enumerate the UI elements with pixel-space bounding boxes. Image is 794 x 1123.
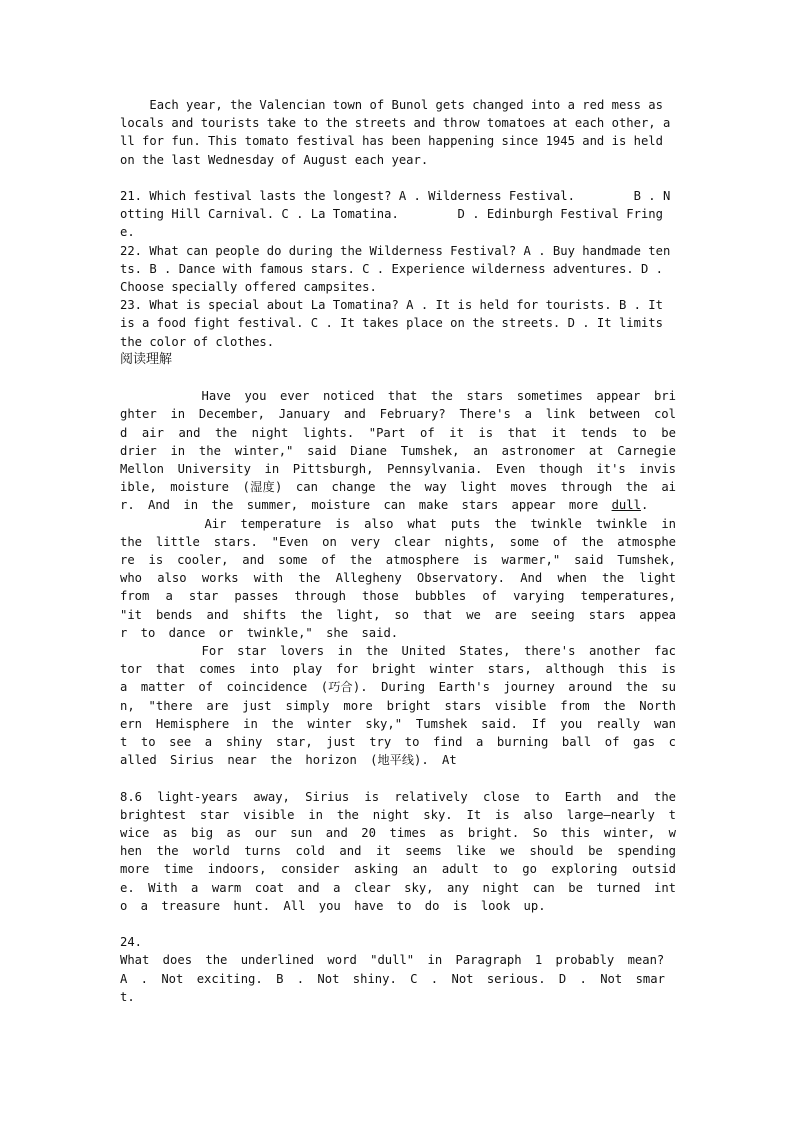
spacer (120, 769, 676, 787)
question-24-options: A . Not exciting. B . Not shiny. C . Not serious. D . Not smart. (120, 971, 665, 1004)
paragraph-text-end: . (640, 498, 649, 513)
passage-1: Each year, the Valencian town of Bunol gets changed into a red mess as locals and tourists take to the streets and throw tomatoes at each other, all for fun. This tomato festival has been happening since 1945 and is held on the last Wednesday of August each year. (120, 98, 671, 167)
spacer (120, 369, 676, 387)
question-24-number: 24. (120, 935, 143, 950)
spacer (120, 169, 676, 187)
underlined-word: dull (611, 498, 641, 513)
passage-2-paragraph-1 (120, 387, 690, 514)
question-24-text: What does the underlined word "dull" in Paragraph 1 probably mean? (120, 953, 665, 968)
passage-2-paragraph-2: Air temperature is also what puts the twinkle twinkle in the little stars. "Even on very clear nights, some of the atmosphere is cooler, and some of the atmosphere is warmer," said Tumshek, who also works with the Allegheny Observatory. And when the light from a star passes through those bubbles of varying temperatures, "it bends and shifts the light, so that we are seeing stars appear to dance or twinkle," she said. (120, 516, 690, 640)
passage-2-paragraph-4: 8.6 light-years away, Sirius is relatively close to Earth and the brightest star visible in the night sky. It is also large—nearly twice as big as our sun and 20 times as bright. So this winter, when the world turns cold and it seems like we should be spending more time indoors, consider asking an adult to go exploring outside. With a warm coat and a clear sky, any night can be turned into a treasure hunt. All you have to do is look up. (120, 789, 690, 913)
document-page (120, 96, 690, 1006)
question-21: 21. Which festival lasts the longest? A . Wilderness Festival. B . Notting Hill Carnival. C . La Tomatina. D . Edinburgh Festival Fringe. (120, 189, 671, 240)
paragraph-text: Have you ever noticed that the stars sometimes appear brighter in December, January and February? There's a link between cold air and the night lights. "Part of it is that it tends to be drier in the winter," said Diane Tumshek, an astronomer at Carnegie Mellon University in Pittsburgh, Pennsylvania. Even though it's invisible, moisture (湿度) can change the way light moves through the air. And in the summer, moisture can make stars appear more (120, 389, 690, 513)
section-heading: 阅读理解 (120, 351, 173, 367)
spacer (120, 915, 676, 933)
question-23: 23. What is special about La Tomatina? A . It is held for tourists. B . It is a food fight festival. C . It takes place on the streets. D . It limits the color of clothes. (120, 298, 671, 349)
passage-2-paragraph-3: For star lovers in the United States, there's another factor that comes into play for bright winter stars, although this is a matter of coincidence (巧合). During Earth's journey around the sun, "there are just simply more bright stars visible from the Northern Hemisphere in the winter sky," Tumshek said. If you really want to see a shiny star, just try to find a burning ball of gas called Sirius near the horizon (地平线). At (120, 644, 690, 768)
question-22: 22. What can people do during the Wilderness Festival? A . Buy handmade tents. B . Dance with famous stars. C . Experience wilderness adventures. D . Choose specially offered campsites. (120, 243, 671, 295)
